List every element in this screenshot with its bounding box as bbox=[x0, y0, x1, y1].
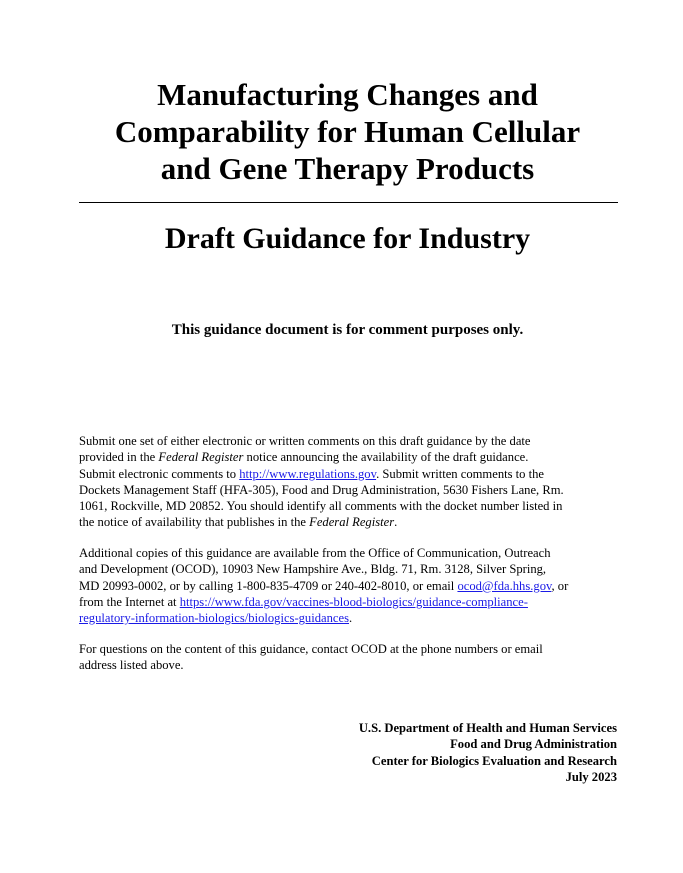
para1-line-5: 1061, Rockville, MD 20852. You should identify all comments with the docket number listed in bbox=[79, 499, 563, 514]
title-divider bbox=[79, 202, 618, 203]
ocod-email-link[interactable]: ocod@fda.hhs.gov bbox=[457, 578, 552, 593]
questions-contact-paragraph bbox=[79, 641, 624, 674]
para1-line-3: Submit electronic comments to http://www.regulations.gov. Submit written comments to the bbox=[79, 466, 544, 481]
federal-register-ref: Federal Register bbox=[309, 515, 395, 530]
para1-line-2: provided in the Federal Register notice announcing the availability of the draft guidance. bbox=[79, 450, 529, 465]
comments-submission-paragraph bbox=[79, 433, 624, 531]
title-line-2: Comparability for Human Cellular bbox=[114, 114, 581, 149]
para2-line-2: and Development (OCOD), 10903 New Hampshire Ave., Bldg. 71, Rm. 3128, Silver Spring, bbox=[79, 562, 547, 577]
document-subtitle: Draft Guidance for Industry bbox=[164, 222, 531, 255]
additional-copies-paragraph bbox=[79, 545, 624, 626]
para2-line-5: regulatory-information-biologics/biologics-guidances. bbox=[79, 611, 353, 626]
para2-line-4: from the Internet at https://www.fda.gov/vaccines-blood-biologics/guidance-compliance- bbox=[79, 594, 528, 609]
title-line-3: and Gene Therapy Products bbox=[160, 151, 535, 186]
para1-line-4: Dockets Management Staff (HFA-305), Food and Drug Administration, 5630 Fishers Lane, Rm. bbox=[79, 482, 564, 497]
regulations-gov-link[interactable]: http://www.regulations.gov bbox=[239, 466, 377, 481]
para1-line-6: the notice of availability that publishes in the Federal Register. bbox=[79, 515, 398, 530]
federal-register-ref: Federal Register bbox=[158, 450, 244, 465]
fda-guidance-link-continued[interactable]: regulatory-information-biologics/biologics-guidances bbox=[79, 611, 349, 626]
publication-date: July 2023 bbox=[565, 769, 617, 784]
fda-guidance-link[interactable]: https://www.fda.gov/vaccines-blood-biologics/guidance-compliance- bbox=[179, 594, 528, 609]
center-name: Center for Biologics Evaluation and Research bbox=[371, 753, 617, 768]
department-name: U.S. Department of Health and Human Services bbox=[358, 721, 617, 735]
issuing-agency-block bbox=[359, 720, 617, 785]
para1-line-1: Submit one set of either electronic or written comments on this draft guidance by the date bbox=[79, 434, 531, 448]
agency-name: Food and Drug Administration bbox=[450, 737, 617, 752]
para3-line-2: address listed above. bbox=[79, 658, 184, 673]
title-line-1: Manufacturing Changes and bbox=[157, 77, 538, 112]
para3-line-1: For questions on the content of this guidance, contact OCOD at the phone numbers or email bbox=[79, 642, 543, 656]
para2-line-3: MD 20993-0002, or by calling 1-800-835-4709 or 240-402-8010, or email ocod@fda.hhs.gov, or bbox=[79, 578, 569, 593]
document-title bbox=[40, 76, 655, 187]
para2-line-1: Additional copies of this guidance are available from the Office of Communication, Outreach bbox=[79, 546, 551, 560]
comment-purpose-notice: This guidance document is for comment purposes only. bbox=[171, 322, 524, 338]
